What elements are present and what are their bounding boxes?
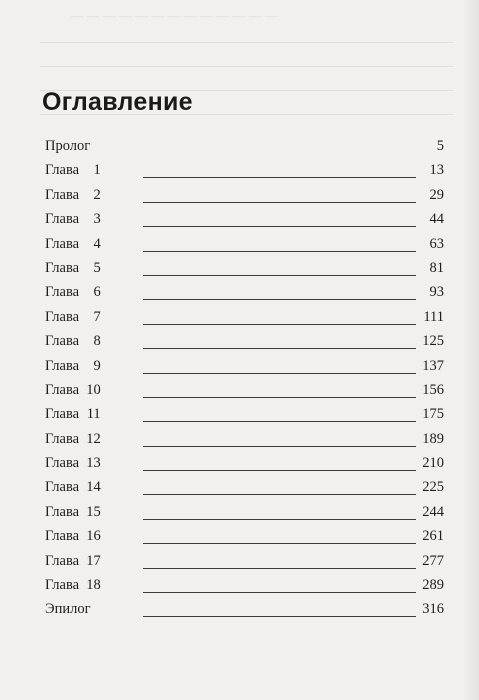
leader-line: [143, 202, 416, 203]
toc-entry-label: Глава: [45, 479, 80, 496]
toc-entry-label: Глава: [45, 381, 80, 398]
toc-entry-page: 44: [426, 207, 445, 231]
toc-entry: [45, 549, 444, 573]
toc-entry-number: 10: [86, 381, 101, 398]
toc-entry-number: 4: [93, 235, 101, 252]
toc-entry-number: 14: [86, 479, 101, 496]
toc-entry-page: 93: [426, 280, 445, 304]
toc-entry-label: Глава: [45, 186, 80, 203]
toc-entry-number: 6: [93, 284, 101, 301]
show-through-background: — — — — — — — — — — — — —: [0, 0, 479, 700]
leader-line: [143, 446, 416, 447]
leader-line: [143, 568, 416, 569]
toc-entry: [45, 475, 444, 499]
toc-entry: [45, 597, 444, 621]
toc-entry-label: Глава: [45, 577, 80, 594]
toc-entry-label: Глава: [45, 235, 80, 252]
leader-line: [143, 494, 416, 495]
toc-entry: [45, 427, 444, 451]
leader-line: [143, 373, 416, 374]
leader-line: [143, 470, 416, 471]
toc-entry-number: 16: [86, 528, 101, 545]
leader-line: [143, 324, 416, 325]
toc-entry-label: Глава: [45, 503, 80, 520]
toc-entry-label: Глава: [45, 455, 80, 472]
toc-entry: [45, 354, 444, 378]
toc-entry: [45, 158, 444, 182]
toc-entry-number: 12: [86, 430, 101, 447]
toc-entry-label: Пролог: [45, 138, 91, 154]
toc-entry: [45, 451, 444, 475]
toc-entry: [45, 305, 444, 329]
toc-entry-page: 244: [418, 500, 444, 524]
toc-entry-page: 125: [418, 329, 444, 353]
toc-entry: [45, 500, 444, 524]
toc-entry-number: 11: [86, 406, 101, 423]
toc-entry-label: Глава: [45, 430, 80, 447]
toc-entry-label: Глава: [45, 308, 80, 325]
leader-line: [143, 592, 416, 593]
toc-entry-page: 13: [426, 158, 445, 182]
toc-entry-label: Глава: [45, 528, 80, 545]
toc-entry-page: 316: [418, 597, 444, 621]
toc-entry-page: 289: [418, 573, 444, 597]
leader-line: [143, 226, 416, 227]
toc-entry-page: 111: [419, 305, 444, 329]
toc-entry: [45, 402, 444, 426]
toc-entry-number: 2: [93, 186, 101, 203]
toc-entry: [45, 256, 444, 280]
toc-entry: [45, 207, 444, 231]
toc-entry: [45, 378, 444, 402]
toc-entry-label: Глава: [45, 259, 80, 276]
toc-entry-label: Глава: [45, 284, 80, 301]
leader-line: [143, 397, 416, 398]
toc-entry-label: Глава: [45, 211, 80, 228]
toc-entry-number: 8: [93, 333, 101, 350]
toc-entry-page: 225: [418, 475, 444, 499]
toc-entry-number: 1: [93, 162, 101, 179]
leader-line: [143, 348, 416, 349]
toc-entry-number: 3: [93, 211, 101, 228]
toc-entry-page: 189: [418, 427, 444, 451]
leader-line: [143, 299, 416, 300]
page-title: Оглавление: [42, 88, 193, 116]
toc-entry-page: 29: [426, 183, 445, 207]
toc-entry: [45, 232, 444, 256]
leader-line: [143, 251, 416, 252]
leader-line: [143, 543, 416, 544]
toc-entry-label: Глава: [45, 333, 80, 350]
toc-entry-number: 13: [86, 455, 101, 472]
toc-entry: [45, 524, 444, 548]
toc-entry: [45, 183, 444, 207]
toc-entry-label: Глава: [45, 162, 80, 179]
leader-line: [143, 177, 416, 178]
toc-entry-page: 277: [418, 549, 444, 573]
toc-entry-number: 7: [93, 308, 101, 325]
toc-entry-number: 9: [93, 357, 101, 374]
toc-entry-label: Глава: [45, 357, 80, 374]
toc-entry-page: 63: [426, 232, 445, 256]
leader-line: [143, 421, 416, 422]
toc-entry: [45, 280, 444, 304]
leader-line: [143, 519, 416, 520]
toc-entry: [45, 573, 444, 597]
leader-line: [143, 275, 416, 276]
toc-entry-number: 17: [86, 552, 101, 569]
toc-entry-label: Глава: [45, 552, 80, 569]
toc-entry-page: 175: [418, 402, 444, 426]
toc-entry-page: 156: [418, 378, 444, 402]
toc-entry-number: 18: [86, 577, 101, 594]
toc-entry: [45, 134, 444, 158]
toc-entry-page: 5: [433, 134, 444, 158]
toc-entry-page: 81: [426, 256, 445, 280]
toc-entry-label: Эпилог: [45, 601, 91, 618]
leader-line: [143, 616, 416, 617]
toc-entry-page: 137: [418, 354, 444, 378]
toc-entry-number: 5: [93, 259, 101, 276]
toc-entry-page: 261: [418, 524, 444, 548]
toc-entry-label: Глава: [45, 406, 80, 423]
toc-entry: [45, 329, 444, 353]
toc-entry-page: 210: [418, 451, 444, 475]
toc-entry-number: 15: [86, 503, 101, 520]
table-of-contents: [45, 134, 444, 622]
